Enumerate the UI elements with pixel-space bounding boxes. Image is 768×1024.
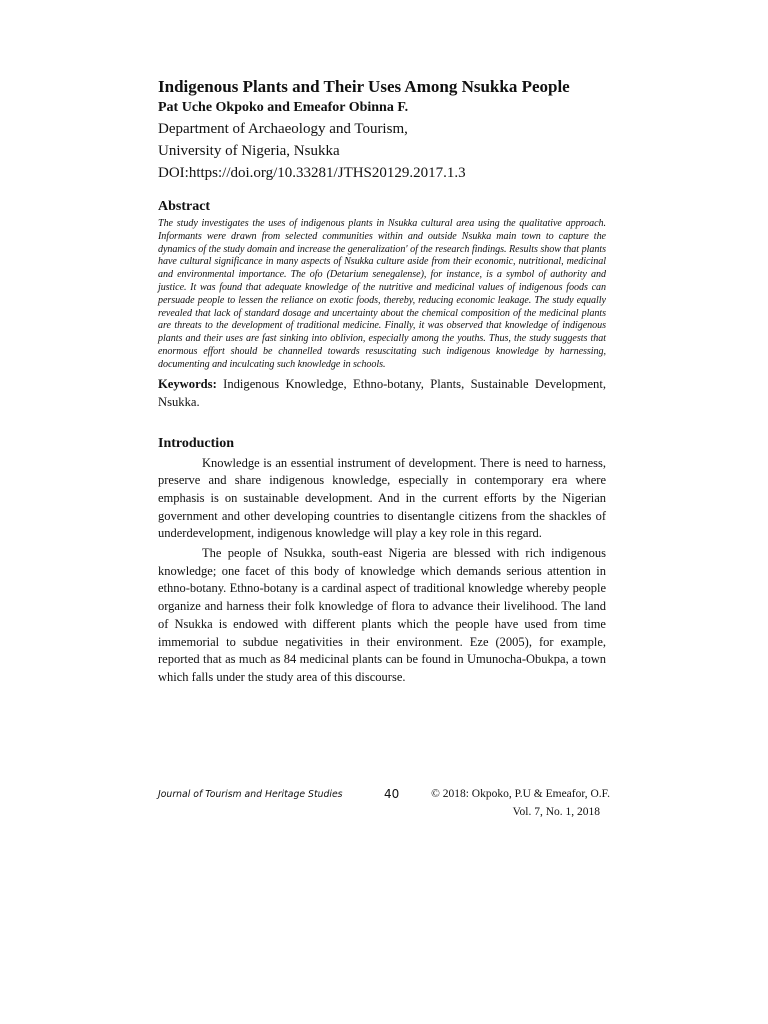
paper-doi: DOI:https://doi.org/10.33281/JTHS20129.2017.1.3 [158,165,466,181]
intro-paragraph-2: The people of Nsukka, south-east Nigeria are blessed with rich indigenous knowledge; one facet of this body of knowledge which demands serious attention in ethno-botany. Ethno-botany is a cardinal aspect of traditional knowledge whereby people organize and harness their folk knowledge of flora to advance their livelihood. The land of Nsukka is endowed with different plants which the people have used from time immemorial to subdue negativities in their environment. Eze (2005), for example, reported that as much as 84 medicinal plants can be found in Umunocha-Obukpa, a town which falls under the study area of this discourse. [158,546,606,684]
author-university: University of Nigeria, Nsukka [158,143,340,159]
footer-journal-name: Journal of Tourism and Heritage Studies [158,789,343,800]
introduction-heading: Introduction [158,435,234,451]
paper-title: Indigenous Plants and Their Uses Among Nsukka People [158,77,570,96]
footer-copyright: © 2018: Okpoko, P.U & Emeafor, O.F. [431,788,610,800]
paper-page [158,76,606,687]
paper-authors: Pat Uche Okpoko and Emeafor Obinna F. [158,100,409,115]
keywords [158,375,606,411]
footer-page-number: 40 [384,787,400,801]
footer-volume: Vol. 7, No. 1, 2018 [512,806,600,818]
keywords-label: Keywords: [158,376,217,391]
intro-paragraph-1: Knowledge is an essential instrument of development. There is need to harness, preserve and share indigenous knowledge, especially in contemporary era where emphasis is on sustainable development. And in the current efforts by the Nigerian government and other developing countries to disentangle citizens from the shackles of underdevelopment, indigenous knowledge will play a key role in this regard. [158,455,606,541]
page-footer [158,787,610,827]
abstract-text: The study investigates the uses of indigenous plants in Nsukka cultural area using the qualitative approach. Informants were drawn from selected communities within and outside Nsukka main town to capture the dynamics of the study domain and increase the generalization' of the research findings. Results show that plants have cultural significance in many aspects of Nsukka culture aside from their economic, nutritional, medicinal and environmental importance. The ofo (Detarium senegalense), for instance, is a symbol of authority and justice. It was found that adequate knowledge of the nutritive and medicinal values of indigenous foods can persuade people to lessen the reliance on exotic foods, thereby, reducing economic leakage. The study equally revealed that lack of standard dosage and uncertainty about the chemical composition of the medicinal plants are threats to the development of traditional medicine. Finally, it was observed that knowledge of indigenous plants and their uses are fast sinking into oblivion, especially among the youths. Thus, the study suggests that enormous effort should be channelled towards resuscitating such indigenous knowledge by harnessing, documenting and inculcating such knowledge in schools. [158,218,606,370]
abstract-heading: Abstract [158,199,211,214]
author-department: Department of Archaeology and Tourism, [158,121,408,137]
keywords-list: Indigenous Knowledge, Ethno-botany, Plants, Sustainable Development, Nsukka. [158,376,606,409]
